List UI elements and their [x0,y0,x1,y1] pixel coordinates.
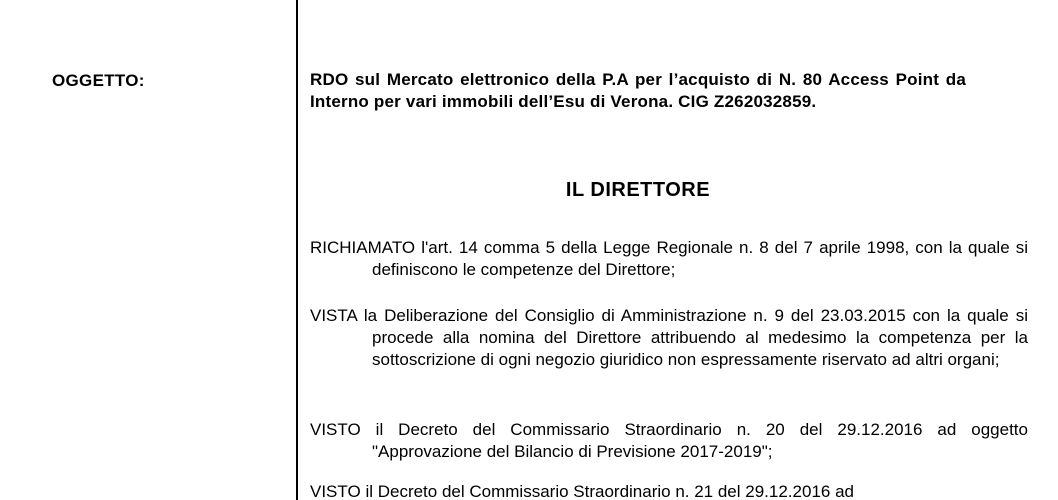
recital-paragraph [310,305,1028,371]
oggetto-label: OGGETTO: [52,71,145,90]
recital-keyword: VISTO [310,420,361,439]
recital-text: la Deliberazione del Consiglio di Amministrazione n. 9 del 23.03.2015 con la quale si procede alla nomina del Direttore attribuendo al medesimo la competenza per la sottoscrizione di ogni negozio giuridico non espressamente riservato ad altri organi; [363,306,1028,369]
document-body-column [310,0,1028,500]
recital-paragraph [310,419,1028,463]
subject-paragraph: RDO sul Mercato elettronico della P.A per l’acquisto di N. 80 Access Point da Interno per vari immobili dell’Esu di Verona. CIG Z262032859. [310,70,966,111]
recital-text: il Decreto del Commissario Straordinario n. 21 del 29.12.2016 ad [365,482,854,500]
recital-keyword: VISTO [310,482,361,500]
column-divider-line [296,0,298,500]
recital-text: l'art. 14 comma 5 della Legge Regionale n. 8 del 7 aprile 1998, con la quale si definiscono le competenze del Direttore; [372,238,1028,279]
recital-text: il Decreto del Commissario Straordinario n. 20 del 29.12.2016 ad oggetto "Approvazione del Bilancio di Previsione 2017-2019"; [372,420,1028,461]
recital-paragraph [310,481,1028,500]
recital-keyword: VISTA [310,306,357,325]
recital-keyword: RICHIAMATO [310,238,416,257]
recital-paragraph [310,237,1028,281]
director-heading: IL DIRETTORE [565,179,711,201]
